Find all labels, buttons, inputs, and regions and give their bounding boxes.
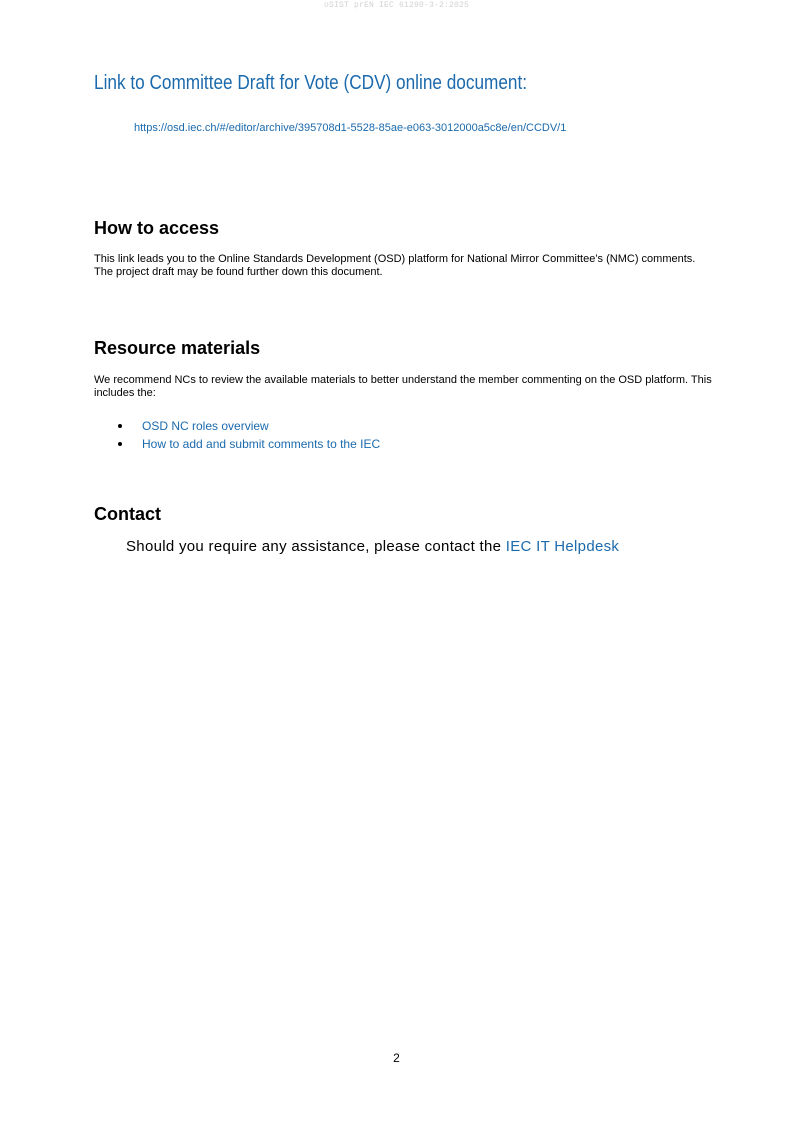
resource-materials-text: We recommend NCs to review the available materials to better understand the member commenting on the OSD platform. This includes the: xyxy=(94,374,712,399)
cdv-document-link[interactable]: https://osd.iec.ch/#/editor/archive/395708d1-5528-85ae-e063-3012000a5c8e/en/CCDV/1 xyxy=(134,122,567,134)
resource-list xyxy=(118,419,380,455)
contact-heading: Contact xyxy=(94,504,161,524)
page-number: 2 xyxy=(393,1051,400,1065)
list-item xyxy=(118,437,380,455)
how-to-access-heading: How to access xyxy=(94,218,220,238)
document-watermark: oSIST prEN IEC 61290-3-2:2025 xyxy=(323,1,470,10)
it-helpdesk-link[interactable]: IEC IT Helpdesk xyxy=(505,538,620,555)
contact-sentence: Should you require any assistance, please contact the xyxy=(126,538,506,555)
contact-text xyxy=(126,538,619,555)
cdv-link-title: Link to Committee Draft for Vote (CDV) online document: xyxy=(94,72,528,94)
how-to-access-text: This link leads you to the Online Standards Development (OSD) platform for National Mirror Committee’s (NMC) comments. The project draft may be found further down this document. xyxy=(94,253,696,278)
bullet-icon xyxy=(118,424,122,428)
bullet-icon xyxy=(118,442,122,446)
list-item xyxy=(118,419,380,437)
osd-nc-roles-link[interactable]: OSD NC roles overview xyxy=(142,419,269,433)
submit-comments-link[interactable]: How to add and submit comments to the IEC xyxy=(142,437,381,451)
resource-materials-heading: Resource materials xyxy=(94,338,261,358)
